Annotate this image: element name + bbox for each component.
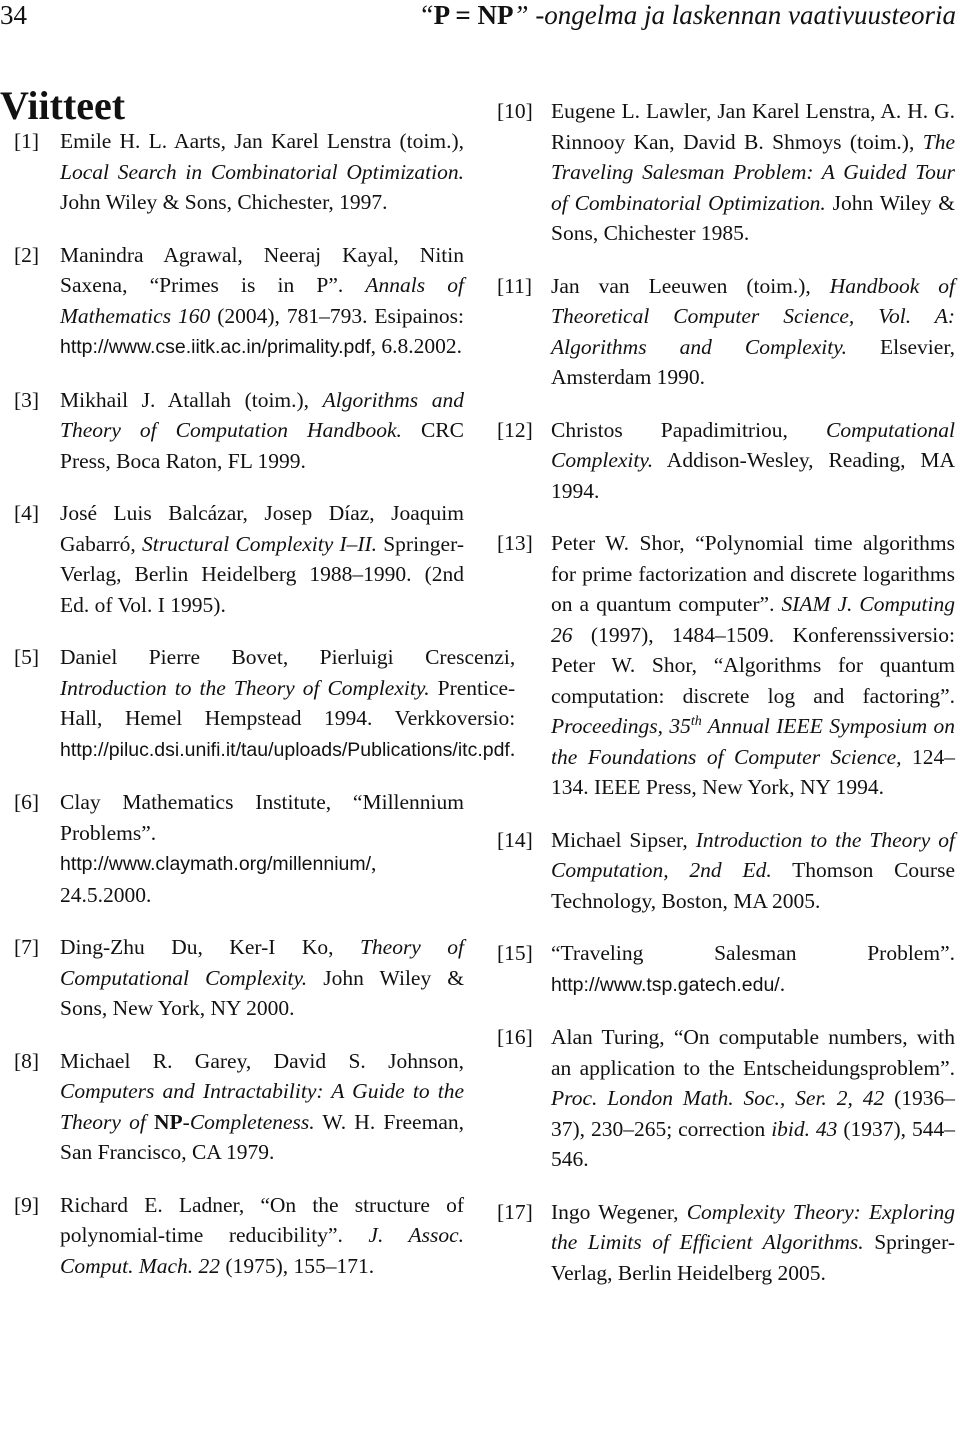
reference-entry xyxy=(14,1046,464,1168)
reference-text-segment: Theory of Computational Complexity. xyxy=(60,935,464,990)
reference-text xyxy=(551,825,955,917)
reference-number: [16] xyxy=(497,1025,533,1049)
reference-text-segment: Introduction to the Theory of Computation, 2nd Ed. xyxy=(551,827,955,882)
reference-text-segment: Annals of Mathematics 160 xyxy=(60,273,464,328)
reference-entry xyxy=(497,271,955,393)
reference-text-segment: Thomson Course Technology, Boston, MA 2005. xyxy=(551,858,956,913)
reference-entry xyxy=(497,528,955,803)
reference-text-segment: CRC Press, Boca Raton, FL 1999. xyxy=(60,418,464,473)
reference-number: [6] xyxy=(14,790,40,814)
reference-number: [9] xyxy=(14,1192,40,1217)
page-number: 34 xyxy=(0,0,27,30)
section-title: Viitteet xyxy=(0,83,126,128)
reference-text-segment: Eugene L. Lawler, Jan Karel Lenstra, A. H. G. Rinnooy Kan, David B. Shmoys (toim.), xyxy=(551,99,955,154)
reference-text xyxy=(60,642,515,765)
reference-text xyxy=(60,240,464,363)
reference-text xyxy=(551,1022,955,1175)
reference-number: [17] xyxy=(497,1199,533,1224)
reference-entry xyxy=(14,385,464,477)
reference-entry xyxy=(14,240,464,363)
reference-number: [4] xyxy=(14,501,40,525)
reference-entry xyxy=(497,1197,955,1289)
reference-text-segment: (1936–37), 230–265; correction xyxy=(551,1086,955,1141)
reference-entry xyxy=(497,938,955,1000)
reference-text-segment: . xyxy=(779,971,786,996)
reference-text-segment: Alan Turing, “On computable numbers, with an application to the Entscheidungsproblem”. xyxy=(551,1025,955,1080)
reference-text-segment: Springer-Verlag, Berlin Heidelberg 1988–1990. (2nd Ed. of Vol. I 1995). xyxy=(60,531,464,617)
reference-text-segment: Computers and Intractability: A Guide to the Theory of xyxy=(60,1079,464,1134)
reference-text xyxy=(60,787,464,910)
reference-text-segment: th xyxy=(690,713,702,729)
reference-text-segment: Algorithms and Theory of Computation Handbook. xyxy=(60,387,464,442)
reference-text-segment: Daniel Pierre Bovet, Pierluigi Crescenzi, xyxy=(60,645,516,669)
reference-text-segment: J. Assoc. Comput. Mach. 22 xyxy=(60,1223,464,1278)
reference-text-segment: Local Search in Combinatorial Optimization. xyxy=(60,159,464,184)
reference-number: [10] xyxy=(497,99,533,123)
reference-number: [14] xyxy=(497,827,533,852)
reference-entry xyxy=(14,787,464,910)
reference-text-segment: Proceedings, 35 xyxy=(551,714,691,738)
reference-text-segment: Ingo Wegener, xyxy=(551,1199,687,1224)
reference-number: [2] xyxy=(14,242,40,267)
reference-text xyxy=(551,1197,955,1289)
reference-text xyxy=(60,385,464,477)
reference-text-segment: ibid. 43 xyxy=(771,1116,838,1141)
reference-text-segment: (1937), 544–546. xyxy=(551,1116,955,1171)
reference-text xyxy=(60,498,464,620)
running-header-text: ” -ongelma ja laskennan vaativuusteoria xyxy=(513,0,956,30)
reference-text-segment: John Wiley & Sons, New York, NY 2000. xyxy=(60,965,464,1020)
reference-text-segment: Mikhail J. Atallah (toim.), xyxy=(60,387,323,412)
reference-text-segment: (1975), 155–171. xyxy=(220,1253,375,1278)
reference-url-link[interactable]: http://www.cse.iitk.ac.in/primality.pdf xyxy=(60,336,371,358)
reference-entry xyxy=(497,825,955,917)
reference-text-segment: The Traveling Salesman Problem: A Guided Tour of Combinatorial Optimization. xyxy=(551,129,955,215)
reference-entry xyxy=(14,1190,464,1282)
reference-text-segment: Ding-Zhu Du, Ker-I Ko, xyxy=(60,935,360,959)
reference-number: [7] xyxy=(14,935,40,959)
reference-text-segment: W. H. Freeman, San Francisco, CA 1979. xyxy=(60,1109,464,1164)
reference-text xyxy=(551,96,955,249)
reference-text-segment: John Wiley & Sons, Chichester 1985. xyxy=(551,190,956,245)
reference-text-segment: SIAM J. Computing 26 xyxy=(551,592,955,647)
reference-text-segment: Handbook of Theoretical Computer Science, Vol. A: Algorithms and Complexity. xyxy=(551,273,956,359)
reference-text-segment: -Completeness. xyxy=(182,1109,315,1134)
reference-number: [15] xyxy=(497,941,533,965)
reference-url-link[interactable]: http://www.claymath.org/millennium/ xyxy=(60,853,372,875)
reference-number: [13] xyxy=(497,531,533,555)
reference-text-segment: Michael R. Garey, David S. Johnson, xyxy=(60,1048,464,1073)
reference-number: [1] xyxy=(14,129,40,153)
reference-text-segment: , 24.5.2000. xyxy=(60,851,377,907)
running-header-math: P = NP xyxy=(433,0,514,30)
reference-url-link[interactable]: http://www.tsp.gatech.edu/ xyxy=(551,973,780,996)
reference-text-segment: Annual IEEE Symposium on the Foundations of Computer Science, xyxy=(551,714,956,769)
reference-number: [8] xyxy=(14,1048,40,1073)
reference-text xyxy=(60,126,464,218)
reference-text xyxy=(551,415,955,507)
reference-text-segment: (2004), 781–793. Esipainos: xyxy=(210,303,465,328)
reference-text-segment: . xyxy=(509,736,516,761)
reference-entry xyxy=(14,932,464,1024)
reference-text-segment: Complexity Theory: Exploring the Limits of Efficient Algorithms. xyxy=(551,1199,955,1254)
running-header xyxy=(419,0,956,30)
reference-text-segment: 124–134. IEEE Press, New York, NY 1994. xyxy=(551,744,955,799)
reference-text-segment: Computational Complexity. xyxy=(551,417,955,472)
reference-text xyxy=(60,1190,464,1282)
reference-text xyxy=(60,1046,464,1168)
reference-text-segment: Emile H. L. Aarts, Jan Karel Lenstra (toim.), xyxy=(60,129,464,153)
reference-text-segment: Structural Complexity I–II. xyxy=(141,531,378,556)
running-header-open-quote: “ xyxy=(418,0,434,30)
reference-text-segment: , 6.8.2002. xyxy=(370,334,463,358)
references-right-column xyxy=(497,96,955,1310)
reference-text-segment: Addison-Wesley, Reading, MA 1994. xyxy=(551,448,955,503)
reference-number: [12] xyxy=(497,417,533,442)
reference-text-segment: Jan van Leeuwen (toim.), xyxy=(551,273,830,298)
reference-url-link[interactable]: http://piluc.dsi.unifi.it/tau/uploads/Publications/itc.pdf xyxy=(60,738,510,761)
reference-text-segment: (1997), 1484–1509. Konferenssiversio: Peter W. Shor, “Algorithms for quantum computation: discrete log and factoring”. xyxy=(551,622,955,708)
reference-text xyxy=(551,528,955,803)
reference-number: [5] xyxy=(14,645,40,669)
reference-text-segment: Springer-Verlag, Berlin Heidelberg 2005. xyxy=(551,1230,955,1285)
reference-entry xyxy=(497,96,955,249)
reference-text-segment: Michael Sipser, xyxy=(551,827,696,852)
reference-text-segment: Richard E. Ladner, “On the structure of polynomial-time reducibility”. xyxy=(60,1192,464,1247)
reference-text xyxy=(551,938,955,1000)
reference-text-segment: Peter W. Shor, “Polynomial time algorithms for prime factorization and discrete logarithms on a quantum computer”. xyxy=(551,531,955,616)
reference-text-segment: Introduction to the Theory of Complexity. xyxy=(60,675,430,700)
reference-number: [3] xyxy=(14,387,40,412)
reference-entry xyxy=(14,498,464,620)
reference-entry xyxy=(497,1022,955,1175)
reference-text-segment: José Luis Balcázar, Josep Díaz, Joaquim Gabarró, xyxy=(60,501,464,556)
reference-number: [11] xyxy=(497,273,533,298)
reference-text-segment: John Wiley & Sons, Chichester, 1997. xyxy=(60,190,388,214)
reference-text-segment: Prentice-Hall, Hemel Hempstead 1994. Verkkoversio: xyxy=(60,675,516,730)
reference-entry xyxy=(14,126,464,218)
reference-text-segment: Christos Papadimitriou, xyxy=(551,417,826,442)
reference-text xyxy=(551,271,955,393)
reference-text-segment: Manindra Agrawal, Neeraj Kayal, Nitin Saxena, “Primes is in P”. xyxy=(60,242,464,297)
reference-text-segment: Elsevier, Amsterdam 1990. xyxy=(551,334,955,389)
reference-entry xyxy=(14,642,516,765)
reference-text-segment: Proc. London Math. Soc., Ser. 2, 42 xyxy=(551,1086,885,1110)
reference-text xyxy=(60,932,464,1024)
reference-text-segment: Clay Mathematics Institute, “Millennium Problems”. xyxy=(60,790,464,845)
reference-text-segment: “Traveling Salesman Problem”. xyxy=(551,941,955,965)
reference-text-segment: NP xyxy=(154,1109,183,1134)
reference-entry xyxy=(497,415,955,507)
